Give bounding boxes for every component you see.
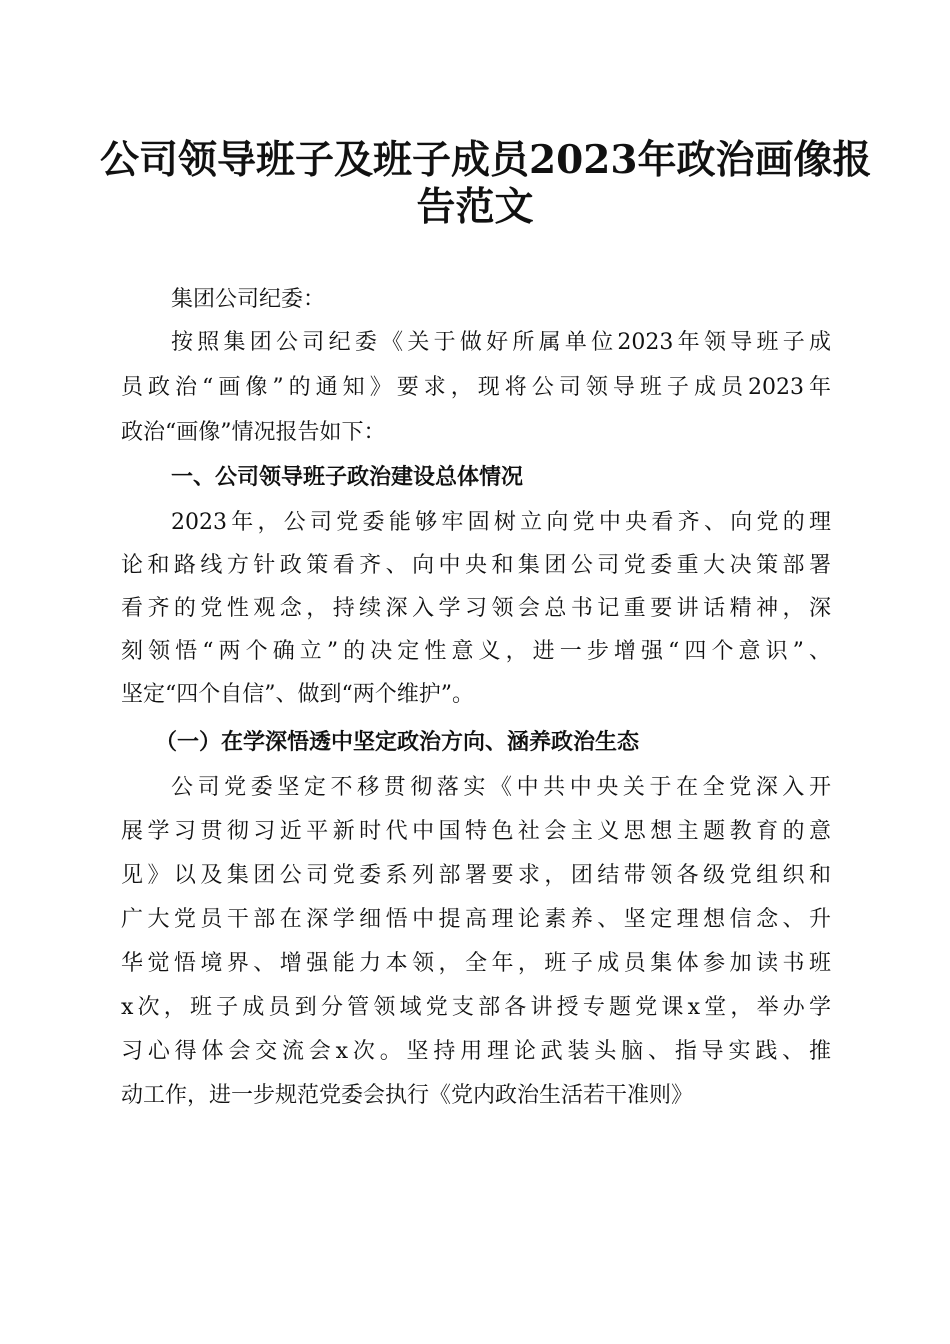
section-1-paragraph-line: 看齐的党性观念，持续深入学习领会总书记重要讲话精神，深 [121, 596, 831, 621]
intro-line: 员政治“画像”的通知》要求，现将公司领导班子成员2023年 [121, 375, 831, 400]
section-1-paragraph-line: 刻领悟“两个确立”的决定性意义，进一步增强“四个意识”、 [121, 639, 831, 664]
subsection-1-paragraph-line: x次，班子成员到分管领域党支部各讲授专题党课x堂，举办学 [121, 995, 831, 1020]
section-1-heading: 一、公司领导班子政治建设总体情况 [171, 465, 524, 490]
subsection-1-heading: （一）在学深悟透中坚定政治方向、涵养政治生态 [155, 729, 640, 755]
intro-line: 按照集团公司纪委《关于做好所属单位2023年领导班子成 [171, 330, 831, 355]
salutation: 集团公司纪委： [171, 287, 326, 312]
subsection-1-paragraph-line: 广大党员干部在深学细悟中提高理论素养、坚定理想信念、升 [121, 907, 831, 932]
document-title-line-1: 公司领导班子及班子成员2023年政治画像报 [100, 137, 872, 183]
intro-line: 政治“画像”情况报告如下： [121, 420, 386, 445]
subsection-1-paragraph-line: 动工作，进一步规范党委会执行《党内政治生活若干准则》 [121, 1083, 694, 1108]
subsection-1-paragraph-line: 习心得体会交流会x次。坚持用理论武装头脑、指导实践、推 [121, 1039, 831, 1064]
section-1-paragraph-line: 坚定“四个自信”、做到“两个维护”。 [121, 682, 474, 707]
subsection-1-paragraph-line: 公司党委坚定不移贯彻落实《中共中央关于在全党深入开 [171, 775, 831, 800]
document-title-line-2: 告范文 [416, 184, 534, 230]
section-1-paragraph-line: 论和路线方针政策看齐、向中央和集团公司党委重大决策部署 [121, 553, 831, 578]
section-1-paragraph-line: 2023年，公司党委能够牢固树立向党中央看齐、向党的理 [171, 510, 831, 535]
subsection-1-paragraph-line: 华觉悟境界、增强能力本领，全年，班子成员集体参加读书班 [121, 951, 831, 976]
subsection-1-paragraph-line: 见》以及集团公司党委系列部署要求，团结带领各级党组织和 [121, 863, 831, 888]
subsection-1-paragraph-line: 展学习贯彻习近平新时代中国特色社会主义思想主题教育的意 [121, 819, 831, 844]
